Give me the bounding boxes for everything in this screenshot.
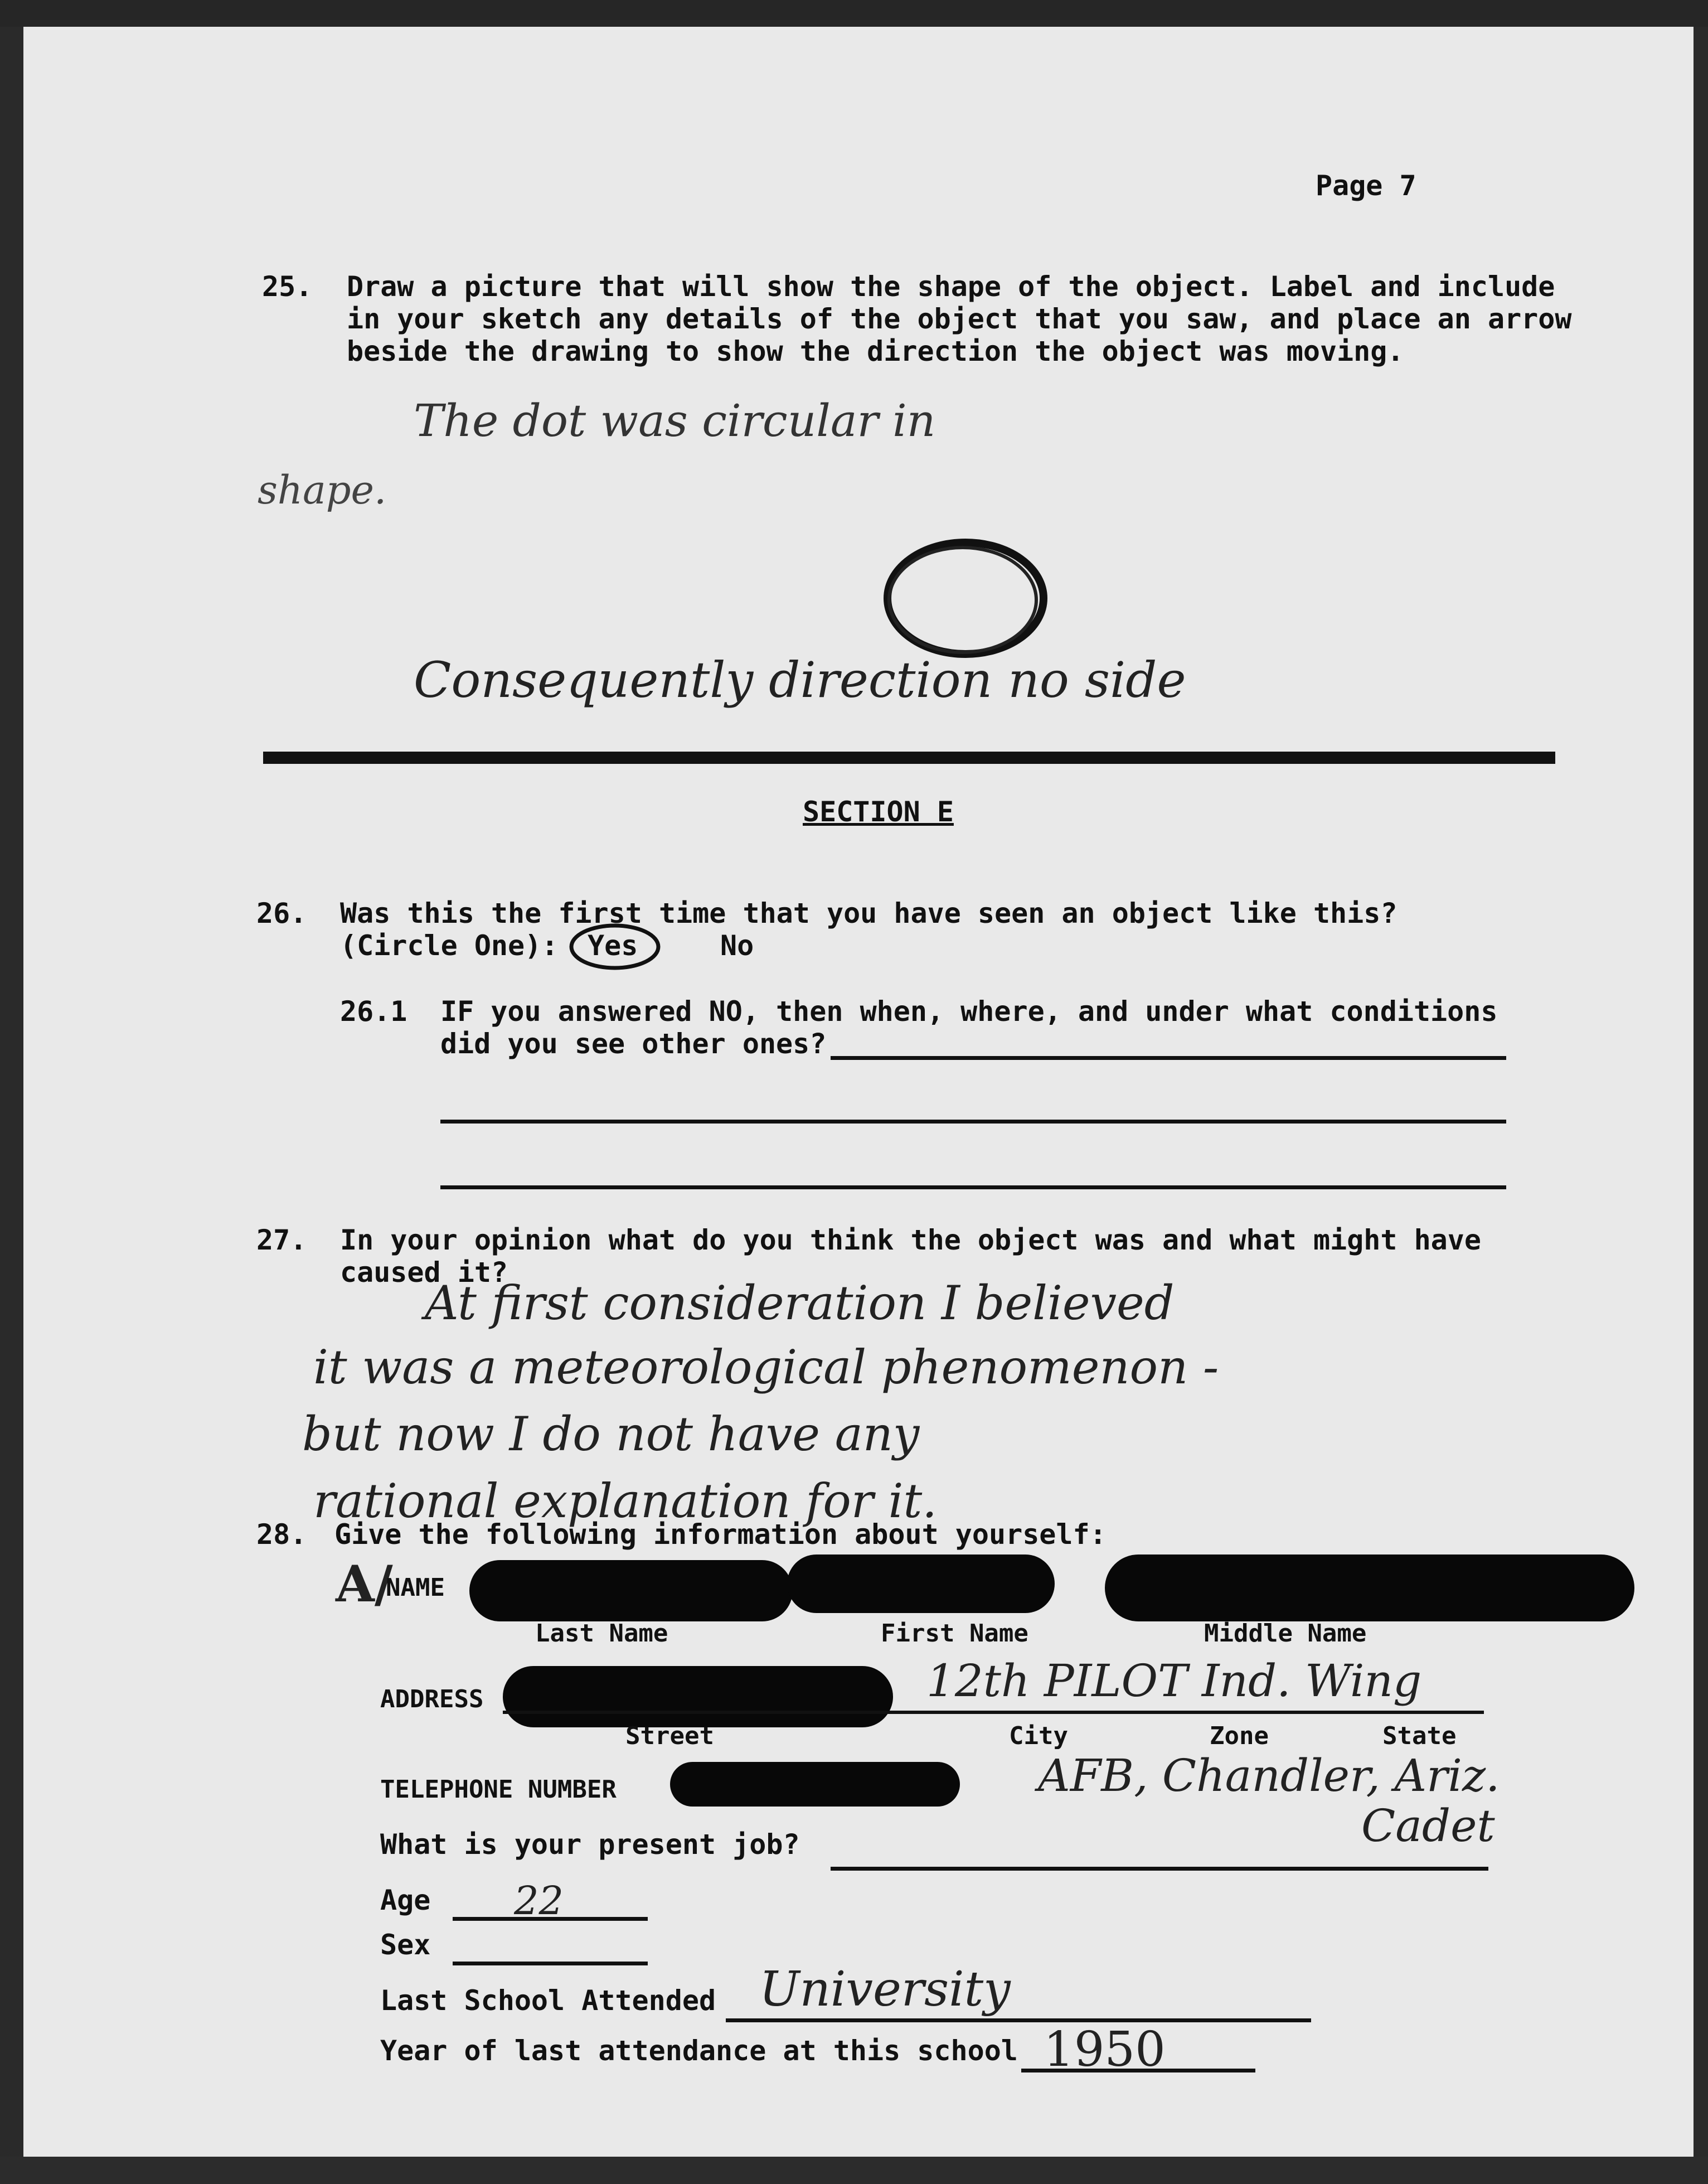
q26-1-answer-line-2[interactable] [440, 1120, 1506, 1124]
yes-circled-mark [567, 920, 664, 973]
zone-caption: Zone [1210, 1722, 1269, 1750]
q27-handwritten-2: it was a meteorological phenomenon - [313, 1340, 1219, 1394]
street-caption: Street [625, 1722, 714, 1750]
q27-line-2: caused it? [340, 1256, 508, 1289]
form-page [23, 27, 1694, 2157]
address-line[interactable] [503, 1711, 1484, 1714]
middle-name-caption: Middle Name [1204, 1619, 1367, 1648]
q27-handwritten-3: but now I do not have any [302, 1407, 920, 1461]
q27-handwritten-1: At first consideration I believed [425, 1276, 1175, 1330]
school-line[interactable] [726, 2018, 1311, 2022]
telephone-handwritten: AFB, Chandler, Ariz. [1038, 1750, 1500, 1802]
redaction-last-name [469, 1560, 793, 1621]
q28-line-1: Give the following information about yourself: [334, 1518, 1107, 1551]
q26-line-1: Was this the first time that you have seen an object like this? [340, 897, 1398, 929]
state-caption: State [1382, 1722, 1457, 1750]
q25-handwritten-3: Consequently direction no side [414, 651, 1186, 709]
q27-handwritten-4: rational explanation for it. [313, 1474, 937, 1528]
city-caption: City [1009, 1722, 1068, 1750]
first-name-caption: First Name [881, 1619, 1028, 1648]
q26-circle-label: (Circle One): [340, 929, 559, 962]
q25-line-1: Draw a picture that will show the shape of the object. Label and include [347, 270, 1555, 303]
q26-no-option[interactable]: No [720, 929, 754, 962]
scan-border-top [0, 0, 1708, 27]
section-heading: SECTION E [803, 796, 954, 828]
sex-label: Sex [380, 1929, 431, 1961]
redaction-middle-name [1105, 1555, 1634, 1621]
age-label: Age [380, 1884, 431, 1916]
job-handwritten: Cadet [1361, 1800, 1495, 1852]
q25-line-3: beside the drawing to show the direction the object was moving. [347, 335, 1404, 367]
year-label: Year of last attendance at this school [380, 2035, 1018, 2067]
q25-handwritten-2: shape. [258, 467, 387, 513]
redaction-first-name [787, 1555, 1055, 1613]
year-handwritten: 1950 [1044, 2022, 1166, 2078]
q25-line-2: in your sketch any details of the object that you saw, and place an arrow [347, 303, 1572, 335]
q26-1-line-2: did you see other ones? [440, 1028, 827, 1060]
job-label: What is your present job? [380, 1828, 800, 1861]
page-number: Page 7 [1316, 170, 1416, 202]
q27-number: 27. [256, 1224, 307, 1256]
address-label: ADDRESS [380, 1685, 484, 1713]
age-handwritten: 22 [514, 1878, 564, 1924]
school-handwritten: University [759, 1962, 1011, 2017]
q25-handwritten-1: The dot was circular in [414, 395, 936, 447]
job-line[interactable] [831, 1867, 1488, 1871]
redaction-street [503, 1666, 893, 1727]
q26-1-answer-line-1[interactable] [831, 1056, 1506, 1060]
sex-line[interactable] [453, 1962, 648, 1965]
q26-yes-option[interactable]: Yes [588, 929, 638, 962]
address-handwritten: 12th PILOT Ind. Wing [926, 1655, 1422, 1707]
q26-1-answer-line-3[interactable] [440, 1185, 1506, 1189]
name-prefix-handwritten: A/ [336, 1555, 393, 1614]
name-label: NAME [386, 1573, 445, 1602]
q27-line-1: In your opinion what do you think the object was and what might have [340, 1224, 1481, 1256]
last-name-caption: Last Name [535, 1619, 668, 1648]
q25-number: 25. [262, 270, 313, 303]
section-divider [263, 752, 1555, 764]
scan-border-bottom [0, 2157, 1708, 2184]
q26-number: 26. [256, 897, 307, 929]
q28-number: 28. [256, 1518, 307, 1551]
telephone-label: TELEPHONE NUMBER [380, 1775, 617, 1804]
school-label: Last School Attended [380, 1984, 716, 2017]
q26-1-line-1: IF you answered NO, then when, where, and under what conditions [440, 995, 1498, 1028]
q26-1-number: 26.1 [340, 995, 407, 1028]
redaction-telephone [670, 1762, 960, 1807]
